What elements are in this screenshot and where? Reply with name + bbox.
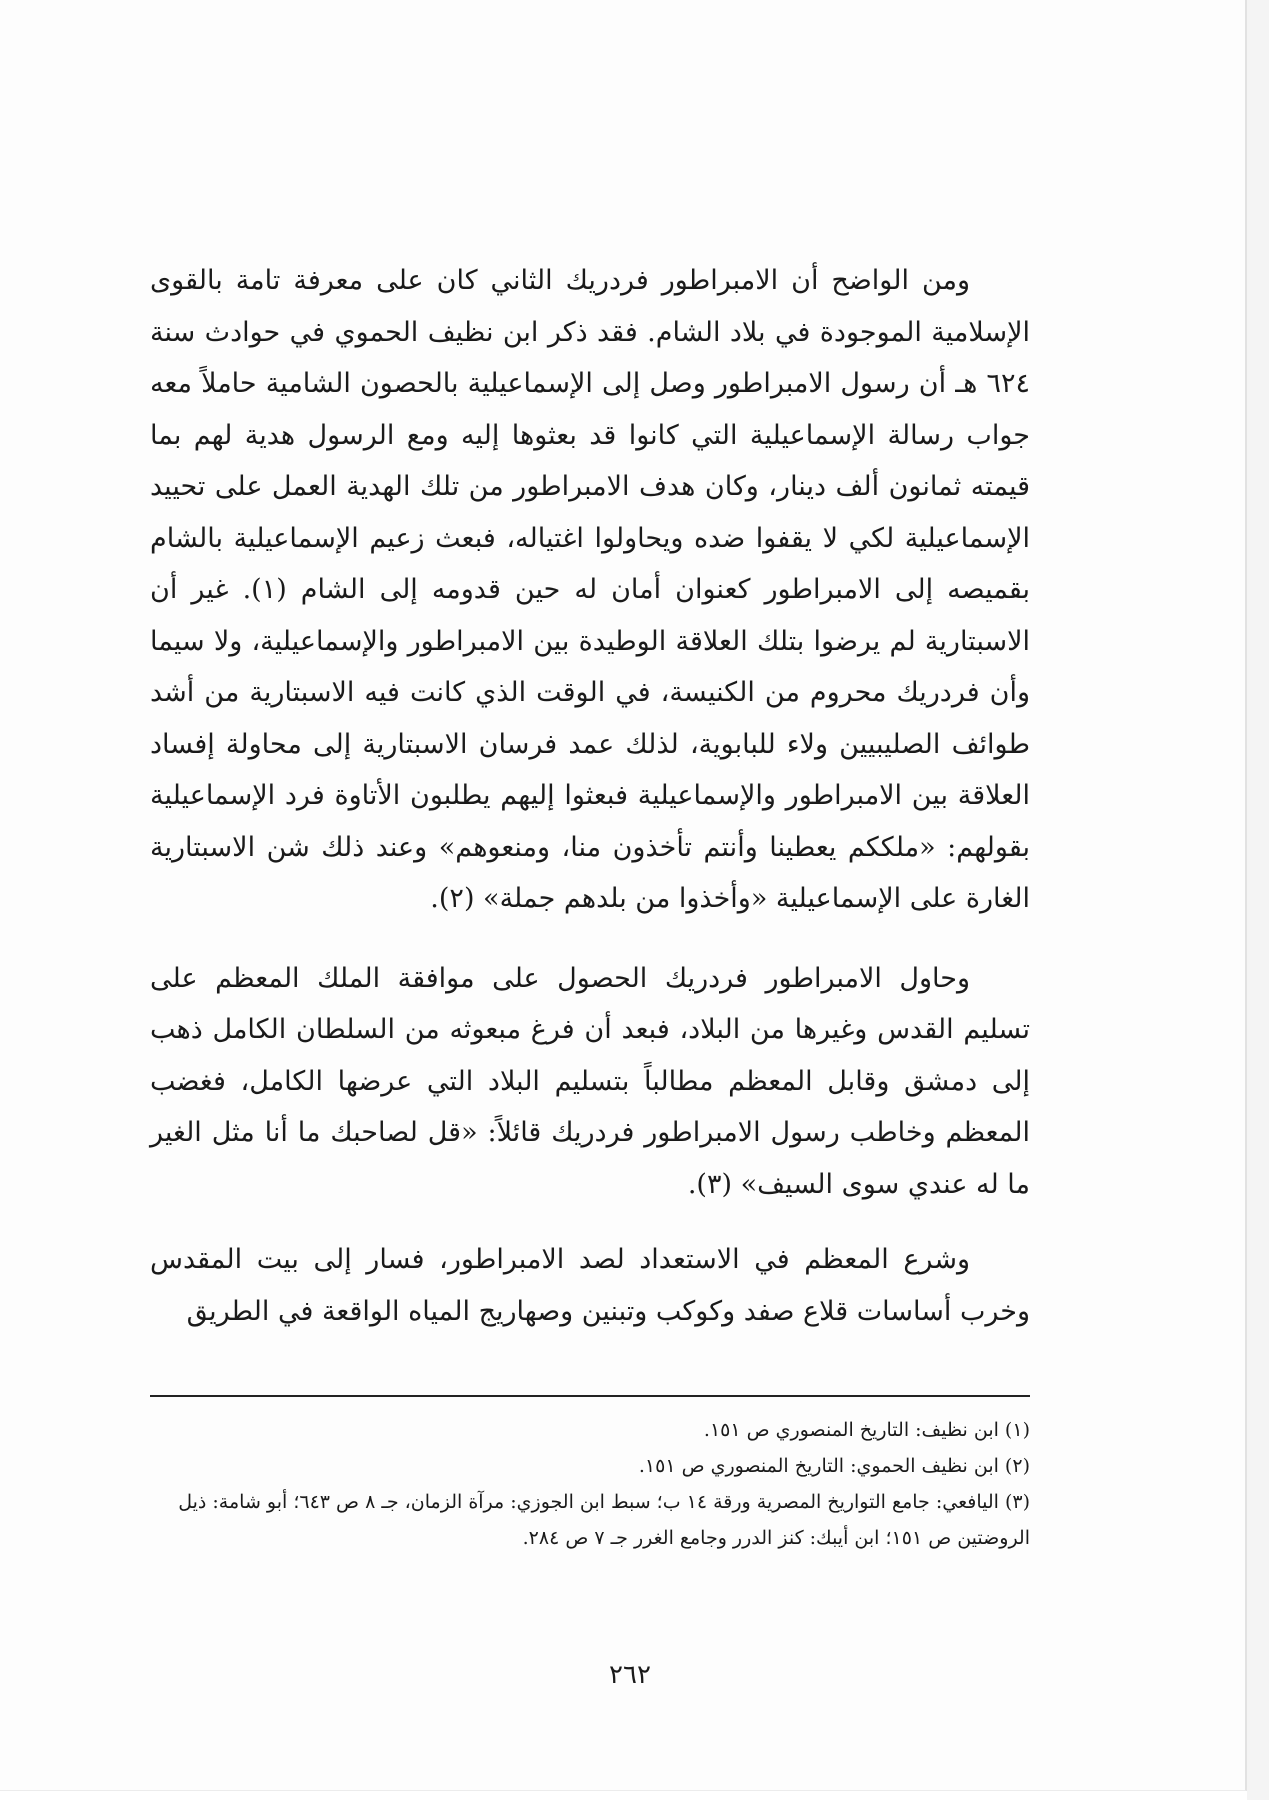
footnotes xyxy=(150,1412,1030,1556)
sheet-edge xyxy=(1247,0,1269,1800)
footnote-3: (٣) اليافعي: جامع التواريخ المصرية ورقة ١٤ ب؛ سبط ابن الجوزي: مرآة الزمان، جـ ٨ ص ٦٤٣؛ أبو شامة: ذيل الروضتين ص ١٥١؛ ابن أيبك: كنز الدرر وجامع الغرر جـ ٧ ص ٢٨٤. xyxy=(178,1491,1030,1549)
paragraph-1: ومن الواضح أن الامبراطور فردريك الثاني كان على معرفة تامة بالقوى الإسلامية الموجودة في بلاد الشام. فقد ذكر ابن نظيف الحموي في حوادث سنة ٦٢٤ هـ أن رسول الامبراطور وصل إلى الإسماعيلية بالحصون الشامية حاملاً معه جواب رسالة الإسماعيلية التي كانوا قد بعثوها إليه ومع الرسول هدية لهم بما قيمته ثمانون ألف دينار، وكان هدف الامبراطور من تلك الهدية العمل على تحييد الإسماعيلية لكي لا يقفوا ضده ويحاولوا اغتياله، فبعث زعيم الإسماعيلية بالشام بقميصه إلى الامبراطور كعنوان أمان له حين قدومه إلى الشام (١). غير أن الاسبتارية لم يرضوا بتلك العلاقة الوطيدة بين الامبراطور والإسماعيلية، ولا سيما وأن فردريك محروم من الكنيسة، في الوقت الذي كانت فيه الاسبتارية من أشد طوائف الصليبيين ولاء للبابوية، لذلك عمد فرسان الاسبتارية إلى محاولة إفساد العلاقة بين الامبراطور والإسماعيلية فبعثوا إليهم يطلبون الأتاوة فرد الإسماعيلية بقولهم: «ملككم يعطينا وأنتم تأخذون منا، ومنعوهم» وعند ذلك شن الاسبتارية الغارة على الإسماعيلية «وأخذوا من بلدهم جملة» (٢). xyxy=(150,265,1030,914)
main-text xyxy=(150,255,1030,1337)
footnote-1: (١) ابن نظيف: التاريخ المنصوري ص ١٥١. xyxy=(703,1419,1030,1441)
paragraph-2: وحاول الامبراطور فردريك الحصول على موافقة الملك المعظم على تسليم القدس وغيرها من البلاد، فبعد أن فرغ مبعوثه من السلطان الكامل ذهب إلى دمشق وقابل المعظم مطالباً بتسليم البلاد التي عرضها الكامل، فغضب المعظم وخاطب رسول الامبراطور فردريك قائلاً: «قل لصاحبك ما أنا مثل الغير ما له عندي سوى السيف» (٣). xyxy=(150,962,1030,1200)
paragraph-3: وشرع المعظم في الاستعداد لصد الامبراطور، فسار إلى بيت المقدس وخرب أساسات قلاع صفد وكوكب وتبنين وصهاريج المياه الواقعة في الطريق xyxy=(150,1244,1030,1327)
page-number: ٢٦٢ xyxy=(609,1660,651,1690)
footnote-separator xyxy=(150,1395,1030,1397)
footnote-2: (٢) ابن نظيف الحموي: التاريخ المنصوري ص ١٥١. xyxy=(638,1455,1030,1477)
